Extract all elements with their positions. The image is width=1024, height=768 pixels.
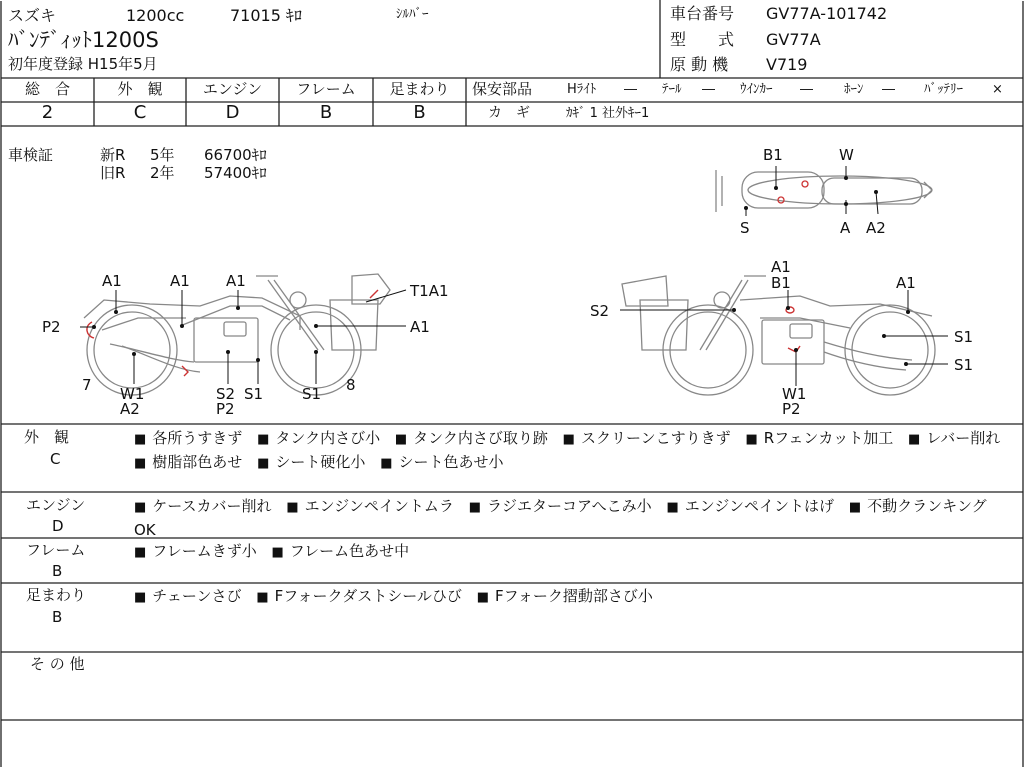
label-left-p2-engine: P2: [216, 400, 235, 418]
remark-list-engine: [134, 495, 1014, 541]
label-left-a2: A2: [120, 400, 140, 418]
label-left-s1-engine: S1: [244, 385, 264, 403]
label-left-s1-front: S1: [302, 385, 322, 403]
safety-item-taillight: ﾃｰﾙ: [662, 82, 682, 97]
remark-item-text: レバー削れ: [926, 429, 1001, 447]
remark-item: [908, 429, 1000, 447]
bullet-square-icon: ■: [745, 432, 758, 447]
remark-item: [395, 429, 548, 447]
safety-status-winker: ―: [800, 82, 813, 97]
label-right-a1-rear: A1: [896, 274, 916, 292]
bullet-square-icon: ■: [256, 590, 269, 605]
remark-item: [134, 497, 272, 515]
remark-item-text: ケースカバー削れ: [152, 497, 272, 515]
remark-item: [271, 542, 409, 560]
remark-item: [256, 587, 462, 605]
remark-item-text: エンジンペイントはげ: [684, 497, 835, 515]
label-right-a1-top: A1: [771, 258, 791, 276]
remark-item-text: フレームきず小: [152, 542, 257, 560]
remark-item: [257, 429, 380, 447]
inspection-years-new: 5年: [150, 146, 175, 164]
grade-value-suspension: B: [413, 102, 426, 123]
label-top-w: W: [839, 146, 854, 164]
engine-value: V719: [766, 55, 808, 74]
label-left-7: 7: [82, 376, 92, 394]
remark-item: [134, 453, 242, 471]
key-label: カ ギ: [488, 105, 530, 121]
grade-label-frame: フレーム: [296, 80, 356, 98]
bullet-square-icon: ■: [134, 432, 147, 447]
top-view-damage-marks: [778, 181, 808, 203]
label-right-s1-upper: S1: [954, 328, 974, 346]
inspection-km-new: 66700ｷﾛ: [204, 146, 267, 164]
bullet-square-icon: ■: [380, 456, 393, 471]
remark-item: [469, 497, 652, 515]
safety-item-battery: ﾊﾞｯﾃﾘｰ: [924, 82, 963, 97]
remark-item: [134, 429, 242, 447]
label-left-a1-tank: A1: [226, 272, 246, 290]
inspection-kind-new: 新R: [100, 146, 126, 164]
remark-item: [257, 453, 365, 471]
remark-item: [563, 429, 731, 447]
label-left-s2: S2: [216, 385, 236, 403]
bullet-square-icon: ■: [848, 500, 862, 515]
label-top-a2: A2: [866, 219, 886, 237]
remark-item-text: スクリーンこすりきず: [580, 429, 731, 447]
right-view-damage-marks: [786, 307, 800, 352]
safety-item-headlight: Hﾗｲﾄ: [567, 82, 597, 97]
safety-status-horn: ―: [882, 82, 895, 97]
remark-category-frame: フレーム: [26, 541, 86, 559]
grade-value-overall: 2: [41, 102, 54, 123]
remark-item: [380, 453, 503, 471]
type-label: 型 式: [670, 30, 735, 49]
remark-grade-engine: D: [52, 517, 64, 535]
remark-item-text: シート硬化小: [275, 453, 366, 471]
engine-label: 原 動 機: [670, 55, 729, 74]
model-name: ﾊﾞﾝﾃﾞｨｯﾄ1200S: [8, 28, 159, 52]
remark-item-text: ラジエターコアへこみ小: [486, 497, 652, 515]
safety-status-battery: ×: [992, 82, 1003, 97]
safety-item-horn: ﾎｰﾝ: [844, 82, 864, 97]
inspection-kind-old: 旧R: [100, 164, 126, 182]
remark-category-engine: エンジン: [26, 496, 86, 514]
remark-item-text: Fフォーク摺動部さび小: [495, 587, 653, 605]
motorcycle-top-view: [716, 170, 932, 212]
key-value: ｶｷﾞ 1 社外ｷｰ1: [566, 106, 650, 121]
remark-item-text: シート色あせ小: [398, 453, 504, 471]
safety-item-winker: ｳｲﾝｶｰ: [740, 82, 773, 97]
inspection-km-old: 57400ｷﾛ: [204, 164, 267, 182]
bullet-square-icon: ■: [134, 456, 147, 471]
remark-grade-suspension: B: [52, 608, 63, 626]
label-top-b1: B1: [763, 146, 783, 164]
displacement: 1200cc: [126, 6, 185, 25]
remark-grade-frame: B: [52, 562, 63, 580]
bullet-square-icon: ■: [286, 500, 299, 515]
first-registration: 初年度登録 H15年5月: [8, 55, 158, 73]
grade-label-overall: 総 合: [24, 80, 70, 98]
bullet-square-icon: ■: [134, 590, 147, 605]
bullet-square-icon: ■: [134, 500, 147, 515]
maker: スズキ: [8, 6, 57, 25]
bullet-square-icon: ■: [257, 432, 270, 447]
grade-label-engine: エンジン: [202, 80, 263, 98]
label-left-t1a1: T1A1: [410, 282, 449, 300]
remark-item: [666, 497, 834, 515]
bullet-square-icon: ■: [908, 432, 921, 447]
label-right-b1: B1: [771, 274, 791, 292]
label-top-a: A: [840, 219, 851, 237]
frame-number: GV77A-101742: [766, 4, 888, 23]
label-right-s1-lower: S1: [954, 356, 974, 374]
remark-item-text: 不動クランキングOK: [134, 497, 987, 539]
bullet-square-icon: ■: [666, 500, 679, 515]
remark-item-text: 各所うすきず: [152, 429, 243, 447]
remark-item-text: Fフォークダストシールひび: [274, 587, 462, 605]
bullet-square-icon: ■: [134, 545, 147, 560]
grade-value-engine: D: [225, 102, 240, 123]
remark-list-exterior: [134, 427, 1014, 475]
inspection-label: 車検証: [8, 146, 54, 164]
motorcycle-left-side-view: [84, 274, 390, 395]
mileage: 71015 ｷﾛ: [230, 6, 302, 25]
remark-item: [286, 497, 454, 515]
remark-item: [134, 542, 257, 560]
safety-status-headlight: ―: [624, 82, 637, 97]
bullet-square-icon: ■: [476, 590, 489, 605]
remark-item: [477, 587, 653, 605]
label-right-p2: P2: [782, 400, 801, 418]
grade-value-exterior: C: [133, 102, 147, 123]
label-right-w1: W1: [782, 385, 807, 403]
bullet-square-icon: ■: [271, 545, 284, 560]
remark-grade-exterior: C: [50, 450, 61, 468]
remark-item-text: タンク内さび取り跡: [413, 429, 548, 447]
color: ｼﾙﾊﾞｰ: [396, 7, 429, 22]
remark-list-suspension: [134, 585, 1014, 609]
label-left-8: 8: [346, 376, 356, 394]
label-left-a1-mid: A1: [170, 272, 190, 290]
bullet-square-icon: ■: [468, 500, 481, 515]
remark-item-text: チェーンさび: [152, 587, 242, 605]
remark-category-suspension: 足まわり: [26, 586, 87, 604]
grade-label-exterior: 外 観: [117, 80, 163, 98]
damage-diagram: [0, 130, 1024, 422]
bullet-square-icon: ■: [394, 432, 408, 447]
label-top-s: S: [740, 219, 750, 237]
label-left-a1-rear: A1: [102, 272, 122, 290]
remark-item-text: タンク内さび小: [275, 429, 381, 447]
remark-category-exterior: 外 観: [24, 428, 70, 446]
remark-category-other: そ の 他: [30, 655, 85, 673]
label-left-a1-front: A1: [410, 318, 430, 336]
safety-label: 保安部品: [472, 80, 533, 98]
type-value: GV77A: [766, 30, 821, 49]
remark-item-text: エンジンペイントムラ: [304, 497, 454, 515]
label-left-p2: P2: [42, 318, 61, 336]
remark-item-text: Rフェンカット加工: [763, 429, 894, 447]
bullet-square-icon: ■: [562, 432, 575, 447]
grade-label-suspension: 足まわり: [389, 80, 450, 98]
grade-value-frame: B: [319, 102, 333, 123]
frame-number-label: 車台番号: [670, 4, 735, 23]
remark-item-text: 樹脂部色あせ: [152, 453, 243, 471]
left-view-dots: [92, 306, 318, 362]
label-right-s2: S2: [590, 302, 610, 320]
top-view-dots: [744, 176, 878, 210]
safety-status-taillight: ―: [702, 82, 715, 97]
remark-item: [134, 587, 242, 605]
remark-list-frame: [134, 540, 1014, 564]
label-left-w1: W1: [120, 385, 145, 403]
remark-item-text: フレーム色あせ中: [289, 542, 410, 560]
remark-item: [745, 429, 893, 447]
bullet-square-icon: ■: [257, 456, 270, 471]
inspection-years-old: 2年: [150, 164, 175, 182]
